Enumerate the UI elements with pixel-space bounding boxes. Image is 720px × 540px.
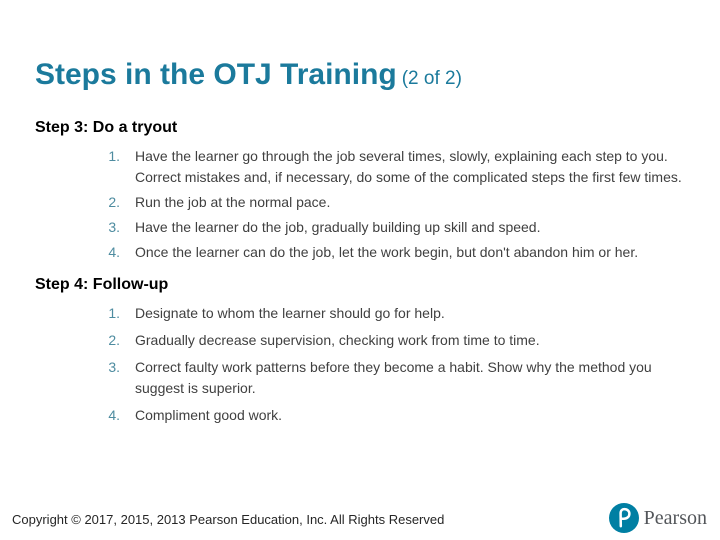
step-3-list <box>95 146 690 263</box>
section-step-4-heading: Step 4: Follow-up <box>35 276 169 293</box>
section-step-3 <box>35 118 690 263</box>
slide-title <box>35 57 690 97</box>
list-item: Have the learner do the job, gradually building up skill and speed. <box>135 219 541 235</box>
list-item: Gradually decrease supervision, checking work from time to time. <box>135 332 540 348</box>
list-item: Designate to whom the learner should go for help. <box>135 305 445 321</box>
slide-title-suffix: (2 of 2) <box>401 68 462 89</box>
list-item: Run the job at the normal pace. <box>135 194 331 210</box>
list-item: Once the learner can do the job, let the work begin, but don't abandon him or her. <box>135 244 639 260</box>
copyright-notice: Copyright © 2017, 2015, 2013 Pearson Education, Inc. All Rights Reserved <box>12 512 445 527</box>
slide-title-text: Steps in the OTJ Training <box>35 58 397 91</box>
slide-footer <box>0 496 720 540</box>
list-item: Compliment good work. <box>135 407 283 423</box>
step-4-list <box>95 303 690 426</box>
list-item: Correct faulty work patterns before they become a habit. Show why the method you suggest is superior. <box>135 359 652 396</box>
pearson-logo <box>609 503 707 533</box>
section-step-4 <box>35 275 690 426</box>
pearson-logo-icon <box>609 503 639 533</box>
section-step-3-heading: Step 3: Do a tryout <box>35 119 178 136</box>
pearson-logo-wordmark: Pearson <box>643 506 707 529</box>
list-item: Have the learner go through the job several times, slowly, explaining each step to you. Correct mistakes and, if necessary, do some of the complicated steps the first few times. <box>135 148 682 185</box>
